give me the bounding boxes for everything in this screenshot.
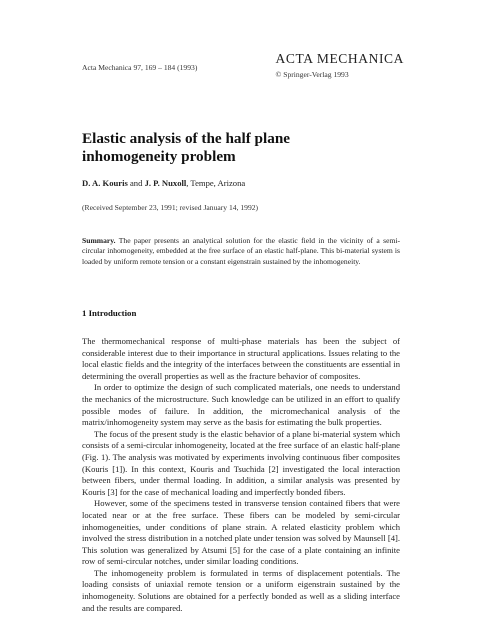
article-title: Elastic analysis of the half plane inhomogeneity problem	[82, 130, 291, 165]
journal-name: ACTA MECHANICA	[275, 51, 404, 66]
abstract-label: Summary.	[82, 236, 116, 245]
paragraph: In order to optimize the design of such complicated materials, one needs to understand the mechanics of the microstructure. Such knowledge can be utilized in an effort to qualify possible modes of failure. In addition, the micromechanical analysis of the matrix/inhomogeneity system may serve as the basis for estimating the bulk properties.	[82, 382, 400, 428]
abstract-text: The paper presents an analytical solution for the elastic field in the vicinity of a semi-circular inhomogeneity, embedded at the free surface of an elastic half-plane. This bi-material system is loaded by uniform remote tension or a constant eigenstrain sustained by the inhomogeneity.	[82, 236, 400, 266]
received-dates: (Received September 23, 1991; revised January 14, 1992)	[82, 203, 259, 212]
paragraph: The inhomogeneity problem is formulated in terms of displacement potentials. The loading consists of uniaxial remote tension or a uniform eigenstrain sustained by the inhomogeneity. Solutions are obtained for a perfectly bonded as well as a sliding interface and the results are compared.	[82, 567, 400, 613]
abstract	[82, 236, 400, 267]
section-heading: 1 Introduction	[82, 308, 137, 318]
journal-reference: Acta Mechanica 97, 169 – 184 (1993)	[82, 63, 198, 72]
author-1: D. A. Kouris	[82, 178, 128, 188]
author-2: J. P. Nuxoll	[144, 178, 187, 188]
body-text	[82, 336, 400, 614]
journal-masthead	[276, 51, 404, 79]
author-conjunction: and	[127, 178, 145, 188]
author-location: , Tempe, Arizona	[186, 178, 246, 188]
author-line	[82, 178, 245, 188]
paragraph: However, some of the specimens tested in transverse tension contained fibers that were located near or at the free surface. These fibers can be modeled by semi-circular inhomogeneities, under conditions of plane strain. A related elasticity problem which involved the stress distribution in a notched plate under tension was solved by Maunsell [4]. This solution was generalized by Atsumi [5] for the case of a plate containing an infinite row of semi-circular notches, under similar loading conditions.	[82, 498, 400, 567]
copyright-line: © Springer-Verlag 1993	[275, 70, 349, 79]
paragraph: The thermomechanical response of multi-phase materials has been the subject of considerable interest due to their importance in structural applications. Issues relating to the local elastic fields and the integrity of the interfaces between the constituents are essential in determining the overall properties as well as the fracture behavior of composites.	[82, 336, 400, 381]
paragraph: The focus of the present study is the elastic behavior of a plane bi-material system which consists of a semi-circular inhomogeneity, located at the free surface of an elastic half-plane (Fig. 1). The analysis was motivated by experiments involving continuous fiber composites (Kouris [1]). In this context, Kouris and Tsuchida [2] investigated the local interaction between fibers, under thermal loading. In addition, a similar analysis was presented by Kouris [3] for the case of mechanical loading and imperfectly bonded fibers.	[82, 428, 400, 497]
